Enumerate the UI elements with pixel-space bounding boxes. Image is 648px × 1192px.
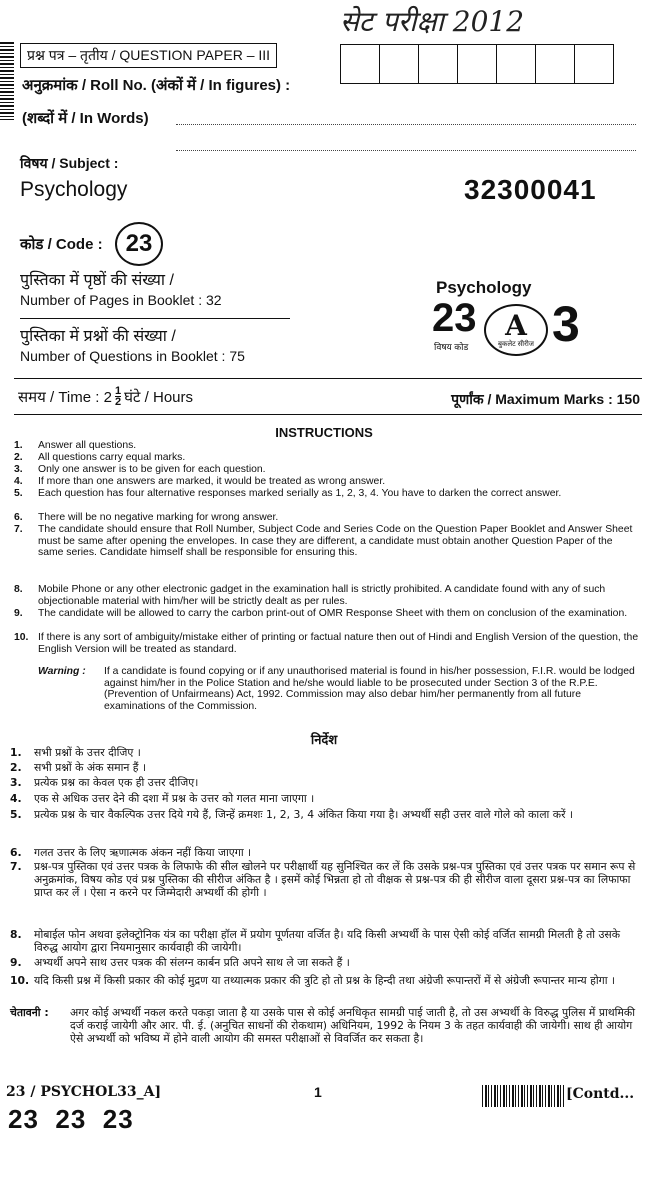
instruction-number: 1. xyxy=(14,440,23,451)
in-words-label: (शब्दों में / In Words) xyxy=(22,110,149,127)
booklet-number: 32300041 xyxy=(464,174,597,205)
pages-label-hindi: पुस्तिका में पृष्ठों की संख्या / xyxy=(20,272,174,289)
nirdesh-text: सभी प्रश्नों के अंक समान हैं । xyxy=(34,761,147,774)
fraction-numerator: 1 xyxy=(114,385,122,397)
nirdesh-text: प्रत्येक प्रश्न का केवल एक ही उत्तर दीजिए। xyxy=(34,776,199,789)
separator-line xyxy=(20,318,290,319)
contd-label: [Contd... xyxy=(566,1086,635,1102)
instruction-number: 5. xyxy=(14,488,23,499)
questions-label-hindi: पुस्तिका में प्रश्नों की संख्या / xyxy=(20,328,176,345)
roll-digit-box[interactable] xyxy=(379,44,419,84)
nirdesh-text: सभी प्रश्नों के उत्तर दीजिए । xyxy=(34,746,141,759)
instruction-text: If there is any sort of ambiguity/mistake either of printing or factual nature then out of Hindi and English Version of the question, the English Version will be treated as standard. xyxy=(38,632,639,655)
roll-no-label: अनुक्रमांक / Roll No. (अंकों में / In figures) : xyxy=(22,77,291,94)
nirdesh-number: 2. xyxy=(10,761,22,774)
subject-label: विषय / Subject : xyxy=(20,155,119,171)
nirdesh-number: 10. xyxy=(10,974,30,987)
instruction-text: Answer all questions. xyxy=(38,440,137,451)
time-fraction xyxy=(115,386,121,407)
nirdesh-text: मोबाईल फोन अथवा इलेक्ट्रोनिक यंत्र का परीक्षा हॉल में प्रयोग पूर्णतया वर्जित है। यदि किसी अभ्यर्थी के पास ऐसी कोई वर्जित सामग्री मिलती है तो उसके विरुद्ध आयोग द्वारा नियमानुसार कार्यवाही की जायेगी। xyxy=(34,928,621,954)
nirdesh-text: प्रश्न-पत्र पुस्तिका एवं उत्तर पत्रक के लिफाफे की सील खोलने पर परीक्षार्थी यह सुनिश्चित कर लें कि उसके प्रश्न-पत्र पुस्तिका एवं उत्तर पत्रक पर समान रूप से अनुक्रमांक, विषय कोड एवं प्रश्न पुस्तिका की सीरीज अंकित है । इसमें कोई भिन्नता हो तो वीक्षक से प्रश्न-पत्र की ही सीरीज वाला दूसरा प्रश्न-पत्र का लिफाफा प्राप्त कर लें । ऐसा न करने पर जिम्मेदारी अभ्यर्थी की होगी । xyxy=(34,860,636,899)
separator-line xyxy=(14,414,642,415)
time-label: समय / Time : 2 xyxy=(18,388,112,406)
instructions-title: INSTRUCTIONS xyxy=(275,425,373,440)
instruction-text: Only one answer is to be given for each question. xyxy=(38,464,266,475)
footer-code: 23 / PSYCHOL33_A] xyxy=(6,1084,162,1100)
roll-digit-box[interactable] xyxy=(340,44,380,84)
stamp-series-caption: बुकलेट सीरीज xyxy=(497,340,534,348)
handwritten-note: सेट परीक्षा 2012 xyxy=(340,5,525,38)
nirdesh-text: अभ्यर्थी अपने साथ उत्तर पत्रक की संलग्न कार्बन प्रति अपने साथ ले जा सकते हैं । xyxy=(34,956,350,969)
nirdesh-number: 8. xyxy=(10,928,22,941)
instruction-number: 3. xyxy=(14,464,23,475)
instruction-text: Each question has four alternative responses marked serially as 1, 2, 3, 4. You have to darken the correct answer. xyxy=(38,488,562,499)
roll-digit-box[interactable] xyxy=(496,44,536,84)
instruction-number: 8. xyxy=(14,584,23,595)
series-circle xyxy=(484,304,548,356)
roll-digit-box[interactable] xyxy=(418,44,458,84)
nirdesh-text: प्रत्येक प्रश्न के चार वैकल्पिक उत्तर दिये गये हैं, जिन्हें क्रमशः 1, 2, 3, 4 अंकित किया गया है। अभ्यर्थी सही उत्तर वाले गोले को काला करें । xyxy=(34,808,574,821)
instruction-text: Mobile Phone or any other electronic gadget in the examination hall is strictly prohibited. A candidate found with any of such objectionable material with him/her will be strictly dealt as per rules. xyxy=(38,584,606,607)
nirdesh-text: यदि किसी प्रश्न में किसी प्रकार की कोई मुद्रण या तथ्यात्मक प्रकार की त्रुटि हो तो प्रश्न के हिन्दी तथा अंग्रेजी रूपान्तरों में से अंग्रेजी रूपान्तर मान्य होगा । xyxy=(34,974,616,987)
in-words-line[interactable] xyxy=(176,124,636,125)
roll-digit-box[interactable] xyxy=(457,44,497,84)
stamp-code: 23 xyxy=(432,296,477,340)
question-paper-label: प्रश्न पत्र – तृतीय / QUESTION PAPER – III xyxy=(20,43,277,68)
instruction-number: 10. xyxy=(14,632,29,643)
nirdesh-text: एक से अधिक उत्तर देने की दशा में प्रश्न के उत्तर को गलत माना जाएगा । xyxy=(34,792,315,805)
instruction-number: 4. xyxy=(14,476,23,487)
time-unit: घंटे / Hours xyxy=(124,388,194,406)
nirdesh-title: निर्देश xyxy=(310,732,338,747)
pages-label-english: Number of Pages in Booklet : 32 xyxy=(20,292,222,308)
nirdesh-number: 1. xyxy=(10,746,22,759)
questions-label-english: Number of Questions in Booklet : 75 xyxy=(20,348,245,364)
nirdesh-number: 9. xyxy=(10,956,22,969)
code-value: 23 xyxy=(125,230,153,257)
instruction-number: 7. xyxy=(14,524,23,535)
warning-text: If a candidate is found copying or if any unauthorised material is found in his/her possession, F.I.R. would be lodged against him/her in the Police Station and he/she would liable to be prosecuted under Section 3 of the R.P.E. (Prevention of Unfairmeans) Act, 1992. Commission may also debar him/her permanently from all future examinations of the Commission. xyxy=(104,666,635,712)
nirdesh-warning-text: अगर कोई अभ्यर्थी नकल करते पकड़ा जाता है या उसके पास से कोई अनधिकृत सामग्री पाई जाती है, तो उस अभ्यर्थी के विरुद्ध पुलिस में प्राथमिकी दर्ज कराई जायेगी और आर. पी. ई. (अनुचित साधनों की रोकथाम) अधिनियम, 1992 के नियम 3 के तहत कार्यवाही की जायेगी। साथ ही आयोग ऐसे अभ्यर्थी को भविष्य में होने वाली आयोग की समस्त परीक्षाओं से विवर्जित कर सकता है। xyxy=(70,1006,636,1045)
instruction-text: The candidate will be allowed to carry the carbon print-out of OMR Response Sheet with them on conclusion of the examination. xyxy=(38,608,628,619)
footer-barcode xyxy=(482,1085,564,1107)
roll-digit-box[interactable] xyxy=(574,44,614,84)
nirdesh-text: गलत उत्तर के लिए ऋणात्मक अंकन नहीं किया जाएगा । xyxy=(34,846,252,859)
nirdesh-number: 4. xyxy=(10,792,22,805)
instruction-number: 6. xyxy=(14,512,23,523)
instruction-number: 9. xyxy=(14,608,23,619)
code-label: कोड / Code : xyxy=(20,236,103,253)
instruction-text: The candidate should ensure that Roll Number, Subject Code and Series Code on the Question Paper Booklet and Answer Sheet must be same after opening the envelopes. In case they are different, a candidate must obtain another Question Paper of the same series. Candidate himself shall be responsible for ensuring this. xyxy=(38,524,633,559)
instruction-number: 2. xyxy=(14,452,23,463)
side-barcode xyxy=(0,42,14,120)
nirdesh-number: 3. xyxy=(10,776,22,789)
stamp-subject: Psychology xyxy=(436,278,532,297)
nirdesh-number: 7. xyxy=(10,860,22,873)
nirdesh-number: 6. xyxy=(10,846,22,859)
separator-line xyxy=(14,378,642,379)
time-row xyxy=(18,386,193,407)
footer-big-code: 23 23 23 xyxy=(8,1104,134,1134)
roll-digit-box[interactable] xyxy=(535,44,575,84)
instruction-text: If more than one answers are marked, it would be treated as wrong answer. xyxy=(38,476,386,487)
separator-line xyxy=(176,150,636,151)
page-number: 1 xyxy=(314,1084,322,1100)
warning-label: Warning : xyxy=(38,666,86,677)
stamp-code-caption: विषय कोड xyxy=(434,342,469,352)
instruction-text: There will be no negative marking for wrong answer. xyxy=(38,512,279,523)
instruction-text: All questions carry equal marks. xyxy=(38,452,186,463)
stamp-paper-number: 3 xyxy=(552,296,580,352)
code-circle xyxy=(115,222,163,266)
subject-value: Psychology xyxy=(20,178,128,201)
stamp-series: A xyxy=(505,308,527,342)
nirdesh-number: 5. xyxy=(10,808,22,821)
maximum-marks: पूर्णांक / Maximum Marks : 150 xyxy=(451,391,640,407)
nirdesh-warning-label: चेतावनी : xyxy=(10,1006,49,1019)
fraction-denominator: 2 xyxy=(114,396,122,408)
